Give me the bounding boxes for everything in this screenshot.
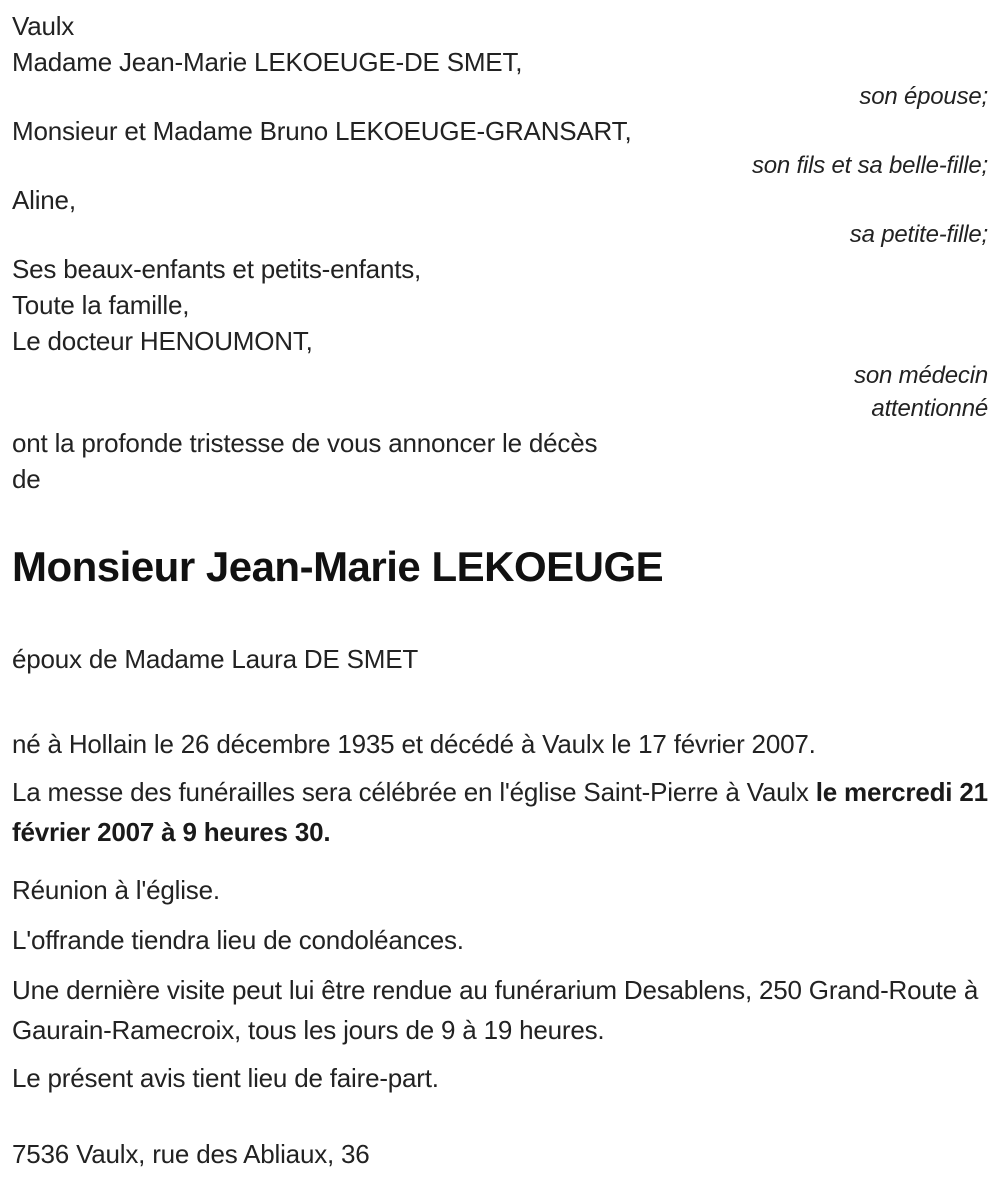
intro-line-1: ont la profonde tristesse de vous annoncer le décès xyxy=(12,428,598,458)
address-line: 7536 Vaulx, rue des Abliaux, 36 xyxy=(12,1139,370,1169)
notice-line: Le présent avis tient lieu de faire-part. xyxy=(12,1063,439,1093)
visit-line: Une dernière visite peut lui être rendue au funérarium Desablens, 250 Grand-Route à Gaurain-Ramecroix, tous les jours de 9 à 19 heures. xyxy=(12,975,979,1045)
spouse-line: époux de Madame Laura DE SMET xyxy=(12,644,419,674)
deceased-name-heading: Monsieur Jean-Marie LEKOEUGE xyxy=(12,543,664,590)
family-member-name: Madame Jean-Marie LEKOEUGE-DE SMET, xyxy=(12,47,523,77)
funeral-mass-datetime: le mercredi 21 février 2007 à 9 heures 30. xyxy=(12,777,988,847)
family-member-name: Toute la famille, xyxy=(12,290,190,320)
family-relation: son médecin attentionné xyxy=(854,362,988,422)
intro-line-2: de xyxy=(12,464,41,494)
family-member-name: Le docteur HENOUMONT, xyxy=(12,326,313,356)
family-entry xyxy=(12,113,988,182)
offering-line: L'offrande tiendra lieu de condoléances. xyxy=(12,925,464,955)
funeral-mass-text: La messe des funérailles sera célébrée en l'église Saint-Pierre à Vaulx xyxy=(12,777,816,807)
meeting-line: Réunion à l'église. xyxy=(12,875,220,905)
family-entry xyxy=(12,251,988,287)
family-member-name: Aline, xyxy=(12,185,76,215)
family-relation: son fils et sa belle-fille; xyxy=(751,152,988,179)
family-entry xyxy=(12,323,988,425)
family-relation: son épouse; xyxy=(859,83,988,110)
family-list xyxy=(12,44,988,425)
family-member-name: Ses beaux-enfants et petits-enfants, xyxy=(12,254,422,284)
family-entry xyxy=(12,44,988,113)
family-relation: sa petite-fille; xyxy=(849,221,988,248)
family-entry xyxy=(12,287,988,323)
family-entry xyxy=(12,182,988,251)
birth-death-line: né à Hollain le 26 décembre 1935 et décédé à Vaulx le 17 février 2007. xyxy=(12,729,816,759)
announcement-intro xyxy=(12,425,988,497)
place-line: Vaulx xyxy=(12,11,75,41)
family-member-name: Monsieur et Madame Bruno LEKOEUGE-GRANSART, xyxy=(12,116,632,146)
funeral-mass-line xyxy=(12,772,988,852)
